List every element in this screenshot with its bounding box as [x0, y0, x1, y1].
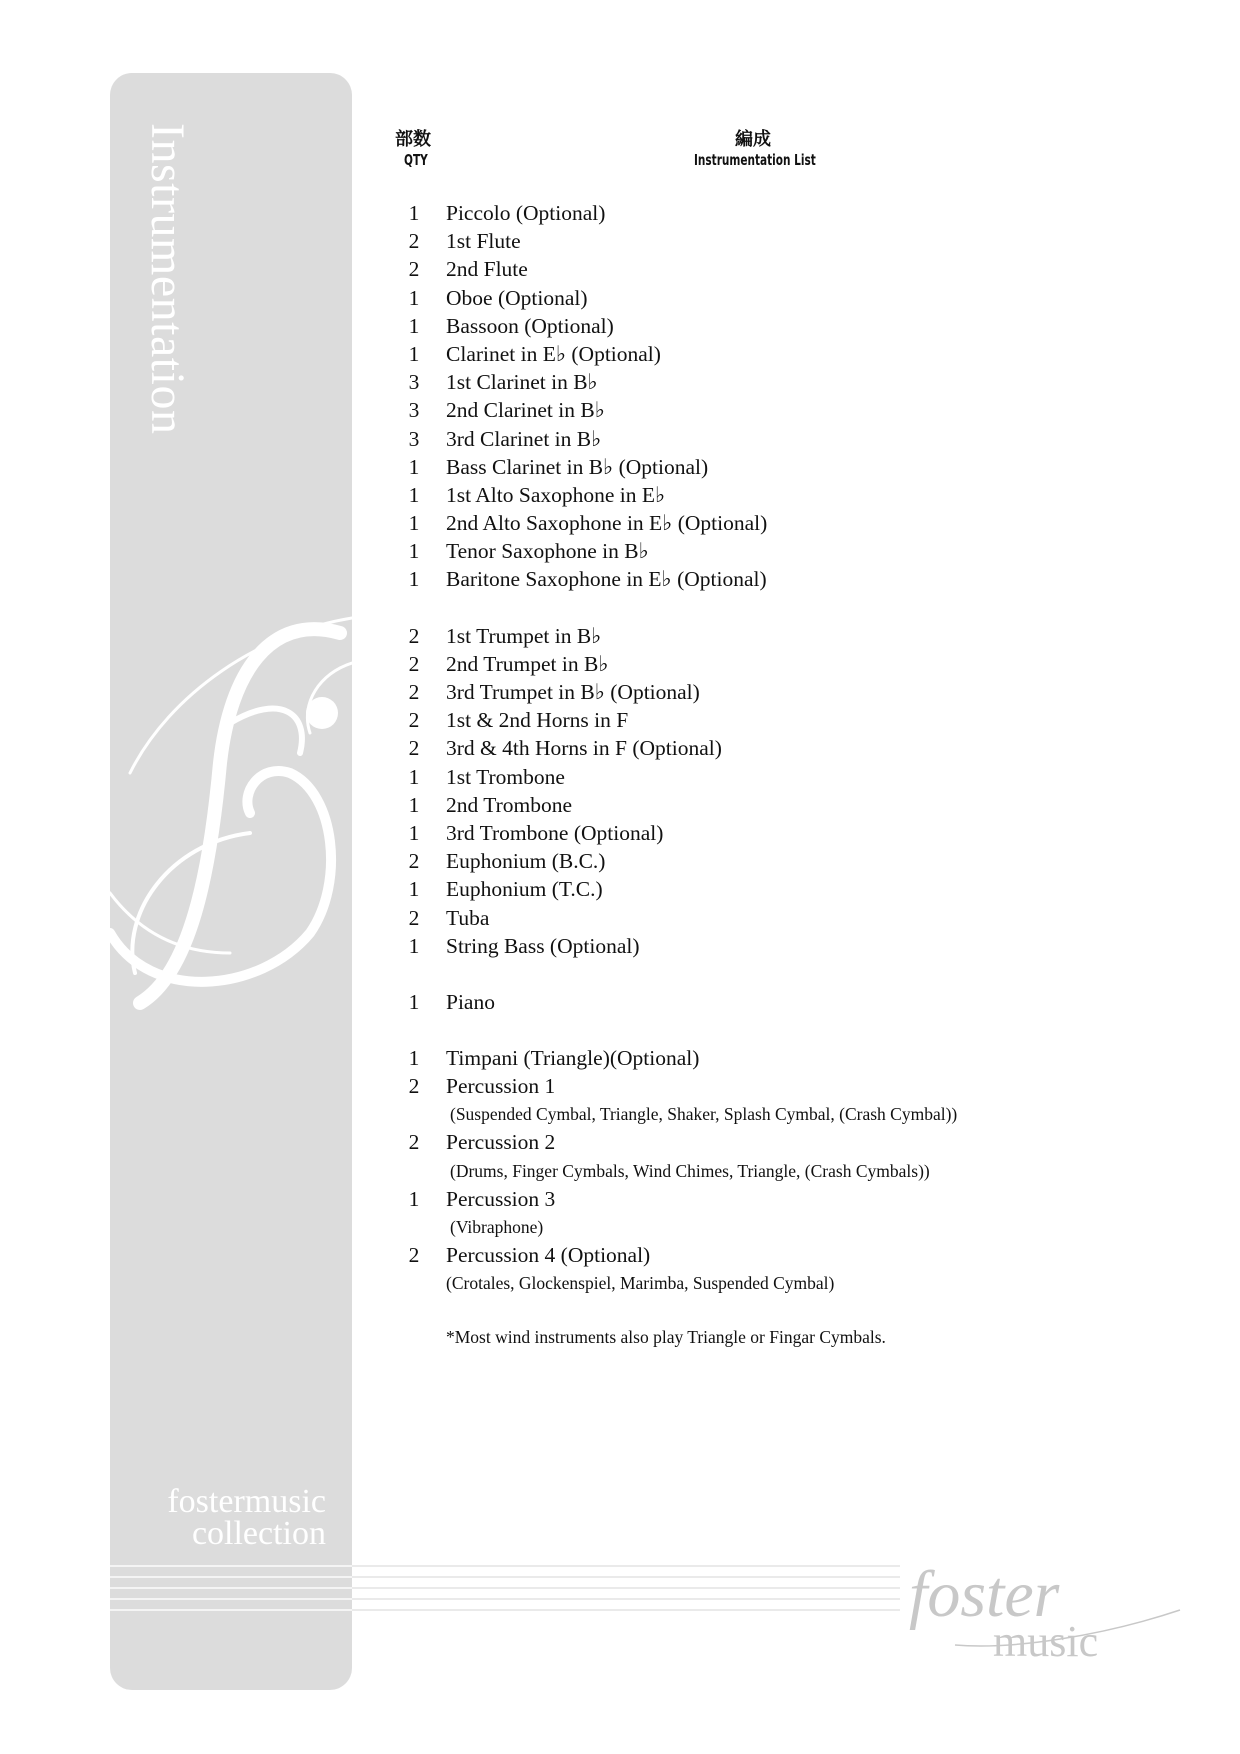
item-qty: 1: [408, 482, 420, 507]
item-name: Euphonium (B.C.): [446, 849, 606, 874]
list-item: [400, 1128, 1100, 1156]
item-name: Percussion 4 (Optional): [446, 1242, 651, 1267]
item-qty: 1: [408, 792, 420, 817]
item-name: 2nd Flute: [446, 257, 528, 282]
staff-lines: [110, 1560, 900, 1620]
item-name: Bass Clarinet in B♭ (Optional): [446, 454, 709, 479]
item-qty: 1: [408, 201, 420, 225]
item-name: Baritone Saxophone in E♭ (Optional): [446, 567, 767, 592]
item-name: 3rd Trombone (Optional): [446, 820, 664, 845]
item-qty: 1: [408, 454, 420, 479]
item-name: Percussion 1: [446, 1074, 556, 1099]
item-name: 1st Trumpet in B♭: [446, 623, 602, 648]
list-item: [400, 763, 1100, 791]
item-name: Tenor Saxophone in B♭: [446, 539, 649, 564]
list-item: [400, 678, 1100, 706]
item-name: Piccolo (Optional): [446, 201, 606, 225]
item-qty: 2: [408, 651, 420, 676]
item-name: 1st Flute: [446, 229, 521, 254]
item-name: 1st Alto Saxophone in E♭: [446, 482, 666, 507]
list-item: [400, 453, 1100, 481]
item-qty: 2: [408, 736, 420, 761]
logo-foster-text: foster: [909, 1558, 1060, 1631]
item-qty: 1: [408, 764, 420, 789]
item-qty: 1: [408, 341, 420, 366]
item-qty: 3: [408, 370, 420, 395]
list-item: [400, 650, 1100, 678]
collection-line-2: collection: [191, 1515, 326, 1552]
item-qty: 2: [408, 1074, 420, 1099]
qty-header: QTY: [404, 151, 428, 169]
list-item: [400, 227, 1100, 255]
item-name: 2nd Trombone: [446, 792, 573, 817]
item-name: 3rd Trumpet in B♭ (Optional): [446, 680, 700, 704]
list-item: [400, 932, 1100, 960]
item-qty: 2: [408, 229, 420, 254]
item-name: Oboe (Optional): [446, 285, 588, 310]
item-qty: 2: [408, 708, 420, 733]
item-qty: 1: [408, 1046, 420, 1071]
list-item: [400, 1185, 1100, 1213]
list-item: [400, 706, 1100, 734]
list-item: [400, 1241, 1100, 1269]
item-name: 2nd Clarinet in B♭: [446, 398, 605, 423]
item-name: 2nd Trumpet in B♭: [446, 651, 609, 676]
list-item: [400, 904, 1100, 932]
percussion-detail: (Drums, Finger Cymbals, Wind Chimes, Triangle, (Crash Cymbals)): [450, 1160, 930, 1181]
percussion-detail: (Suspended Cymbal, Triangle, Shaker, Splash Cymbal, (Crash Cymbal)): [450, 1104, 958, 1125]
list-item: [400, 537, 1100, 565]
list-item: [400, 847, 1100, 875]
item-name: Piano: [446, 989, 495, 1014]
list-item: [400, 368, 1100, 396]
item-name: Clarinet in E♭ (Optional): [446, 341, 661, 366]
list-item: [400, 1072, 1100, 1100]
item-name: String Bass (Optional): [446, 933, 640, 958]
sidebar-title: Instrumentation: [141, 123, 194, 435]
instrumentation-list: [400, 199, 1100, 1351]
list-item: [400, 509, 1100, 537]
item-name: Percussion 2: [446, 1130, 556, 1155]
list-item: [400, 1044, 1100, 1072]
item-qty: 1: [408, 539, 420, 564]
item-qty: 1: [408, 511, 420, 536]
list-item: [400, 481, 1100, 509]
item-qty: 2: [408, 623, 420, 648]
logo-music-text: music: [993, 1617, 1099, 1666]
item-qty: 1: [408, 933, 420, 958]
list-item: [400, 819, 1100, 847]
item-qty: 2: [408, 1130, 420, 1155]
item-qty: 1: [408, 989, 420, 1014]
item-name: Euphonium (T.C.): [446, 877, 603, 902]
list-item: [400, 312, 1100, 340]
list-item: [400, 255, 1100, 283]
item-qty: 1: [408, 820, 420, 845]
item-qty: 1: [408, 313, 420, 338]
item-qty: 2: [408, 680, 420, 704]
item-qty: 1: [408, 567, 420, 592]
item-name: Timpani (Triangle)(Optional): [446, 1046, 700, 1071]
item-name: Tuba: [446, 905, 490, 930]
item-qty: 3: [408, 398, 420, 423]
list-header-cjk: 編成: [735, 129, 771, 150]
percussion-detail: (Vibraphone): [450, 1216, 544, 1237]
item-qty: 1: [408, 1186, 420, 1211]
list-item: [400, 622, 1100, 650]
item-qty: 2: [408, 1242, 420, 1267]
item-name: 1st & 2nd Horns in F: [446, 708, 629, 733]
list-item: [400, 875, 1100, 903]
item-qty: 3: [408, 426, 420, 451]
list-item: [400, 565, 1100, 593]
list-header: Instrumentation List: [694, 151, 816, 169]
list-item: [400, 340, 1100, 368]
list-item: [400, 734, 1100, 762]
item-qty: 2: [408, 905, 420, 930]
item-qty: 1: [408, 877, 420, 902]
qty-header-cjk: 部数: [395, 129, 431, 150]
list-item: [400, 791, 1100, 819]
list-item: [400, 988, 1100, 1016]
list-item: [400, 199, 1100, 227]
item-name: 3rd & 4th Horns in F (Optional): [446, 736, 722, 761]
percussion-detail: (Crotales, Glockenspiel, Marimba, Suspended Cymbal): [446, 1273, 835, 1293]
collection-line-1: fostermusic: [167, 1483, 326, 1520]
list-item: [400, 396, 1100, 424]
item-name: 1st Trombone: [446, 764, 565, 789]
item-name: Percussion 3: [446, 1186, 556, 1211]
footnote: *Most wind instruments also play Triangle or Fingar Cymbals.: [446, 1327, 886, 1347]
item-name: 1st Clarinet in B♭: [446, 370, 598, 395]
item-name: 2nd Alto Saxophone in E♭ (Optional): [446, 511, 768, 536]
collection-label: [167, 1483, 326, 1552]
item-name: 3rd Clarinet in B♭: [446, 426, 602, 451]
item-qty: 1: [408, 285, 420, 310]
list-item: [400, 425, 1100, 453]
item-qty: 2: [408, 257, 420, 282]
item-qty: 2: [408, 849, 420, 874]
list-item: [400, 284, 1100, 312]
item-name: Bassoon (Optional): [446, 313, 614, 338]
foster-music-logo: [895, 1540, 1195, 1670]
